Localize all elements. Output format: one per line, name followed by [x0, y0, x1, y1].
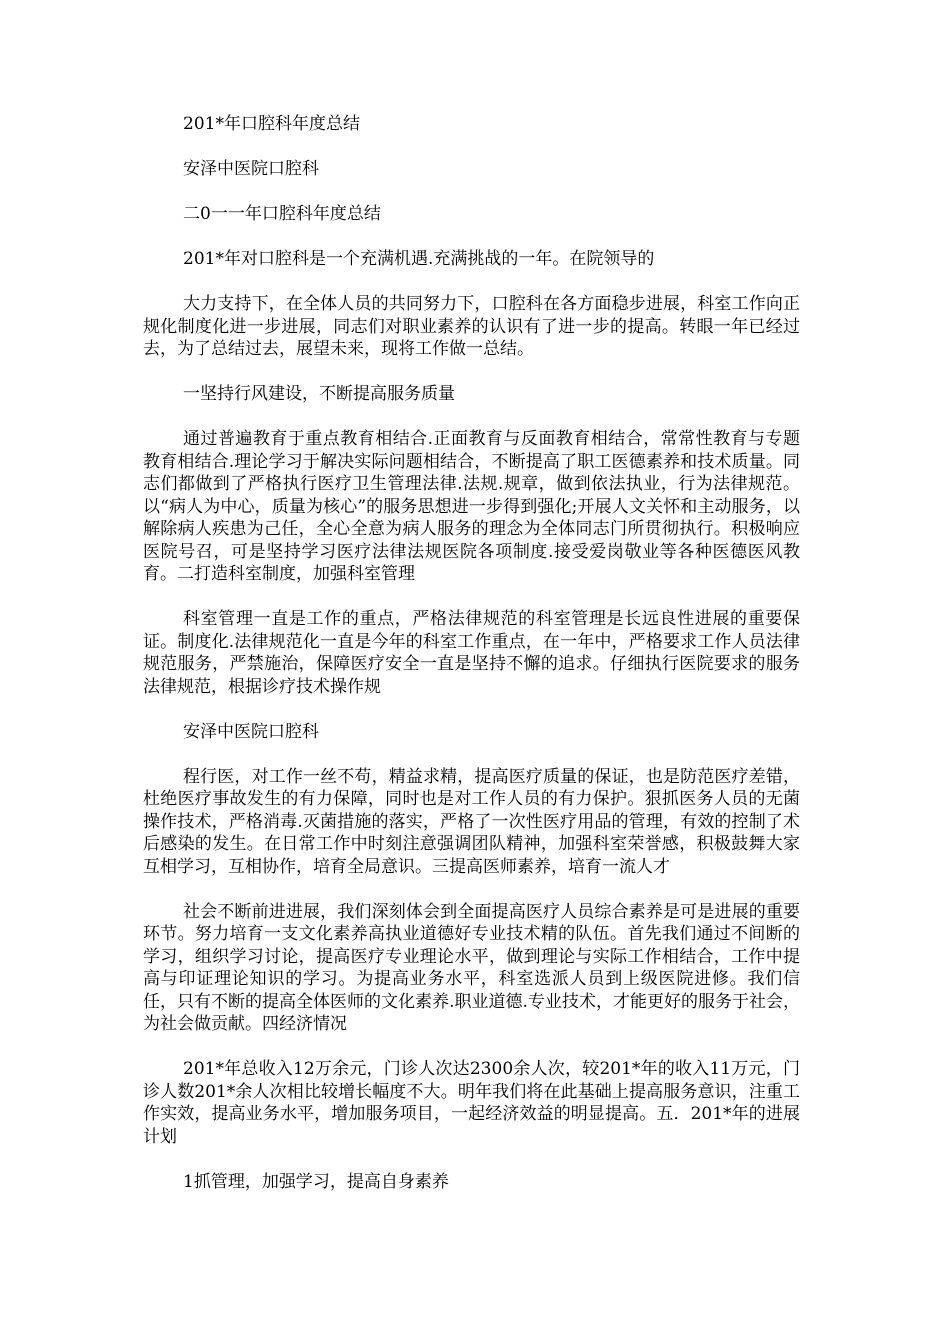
- plan-item-1: 1抓管理，加强学习，提高自身素养: [183, 1171, 449, 1192]
- document-subtitle: 二0一一年口腔科年度总结: [183, 204, 381, 224]
- document-title: 201*年口腔科年度总结: [183, 114, 360, 134]
- section-2-paragraph: 科室管理一直是工作的重点，严格法律规范的科室管理是长远良性进展的重要保证。制度化.法律规范化一直是今年的科室工作重点，在一年中，严格要求工作人员法律规范服务，严禁施治，保障医疗安全一直是坚持不懈的追求。仔细执行医院要求的服务法律规范，根据诊疗技术操作规: [143, 609, 800, 697]
- section-1-paragraph: 通过普遍教育于重点教育相结合.正面教育与反面教育相结合，常常性教育与专题教育相结合.理论学习于解决实际问题相结合，不断提高了职工医德素养和技术质量。同志们都做到了严格执行医疗卫生管理法律.法规.规章，做到依法执业，行为法律规范。以“病人为中心，质量为核心”的服务思想进一步得到强化;开展人文关怀和主动服务，以解除病人疾患为己任，全心全意为病人服务的理念为全体同志门所贯彻执行。积极响应医院号召，可是坚持学习医疗法律法规医院各项制度.接受爱岗敬业等各种医德医风教育。二打造科室制度，加强科室管理: [143, 429, 800, 584]
- department-name: 安泽中医院口腔科: [183, 159, 319, 179]
- section-4-paragraph: 201*年总收入12万余元，门诊人次达2300余人次，较201*年的收入11万元，门诊人数201*余人次相比较增长幅度不大。明年我们将在此基础上提高服务意识，注重工作实效，提高业务水平，增加服务项目，一起经济效益的明显提高。五．201*年的进展计划: [143, 1059, 800, 1147]
- intro-paragraph: 201*年对口腔科是一个充满机遇.充满挑战的一年。在院领导的: [183, 249, 655, 269]
- section-2-continuation-paragraph: 程行医，对工作一丝不苟，精益求精，提高医疗质量的保证，也是防范医疗差错，杜绝医疗事故发生的有力保障，同时也是对工作人员的有力保护。狠抓医务人员的无菌操作技术，严格消毒.灭菌措施的落实，严格了一次性医疗用品的管理，有效的控制了术后感染的发生。在日常工作中时刻注意强调团队精神，加强科室荣誉感，积极鼓舞大家互相学习，互相协作，培育全局意识。三提高医师素养，培育一流人才: [143, 766, 800, 877]
- department-name-repeat: 安泽中医院口腔科: [183, 721, 319, 742]
- document-body: [143, 113, 800, 1216]
- section-3-paragraph: 社会不断前进进展，我们深刻体会到全面提高医疗人员综合素养是可是进展的重要环节。努力培育一支文化素养高执业道德好专业技术精的队伍。首先我们通过不间断的学习，组织学习讨论，提高医疗专业理论水平，做到理论与实际工作相结合，工作中提高与印证理论知识的学习。为提高业务水平，科室选派人员到上级医院进修。我们信任，只有不断的提高全体医师的文化素养.职业道德.专业技术，才能更好的服务于社会，为社会做贡献。四经济情况: [143, 901, 800, 1034]
- section-heading-1: 一坚持行风建设，不断提高服务质量: [183, 384, 455, 404]
- intro-continuation-paragraph: 大力支持下，在全体人员的共同努力下，口腔科在各方面稳步进展，科室工作向正规化制度化进一步进展，同志们对职业素养的认识有了进一步的提高。转眼一年已经过去，为了总结过去，展望未来，现将工作做一总结。: [143, 294, 800, 359]
